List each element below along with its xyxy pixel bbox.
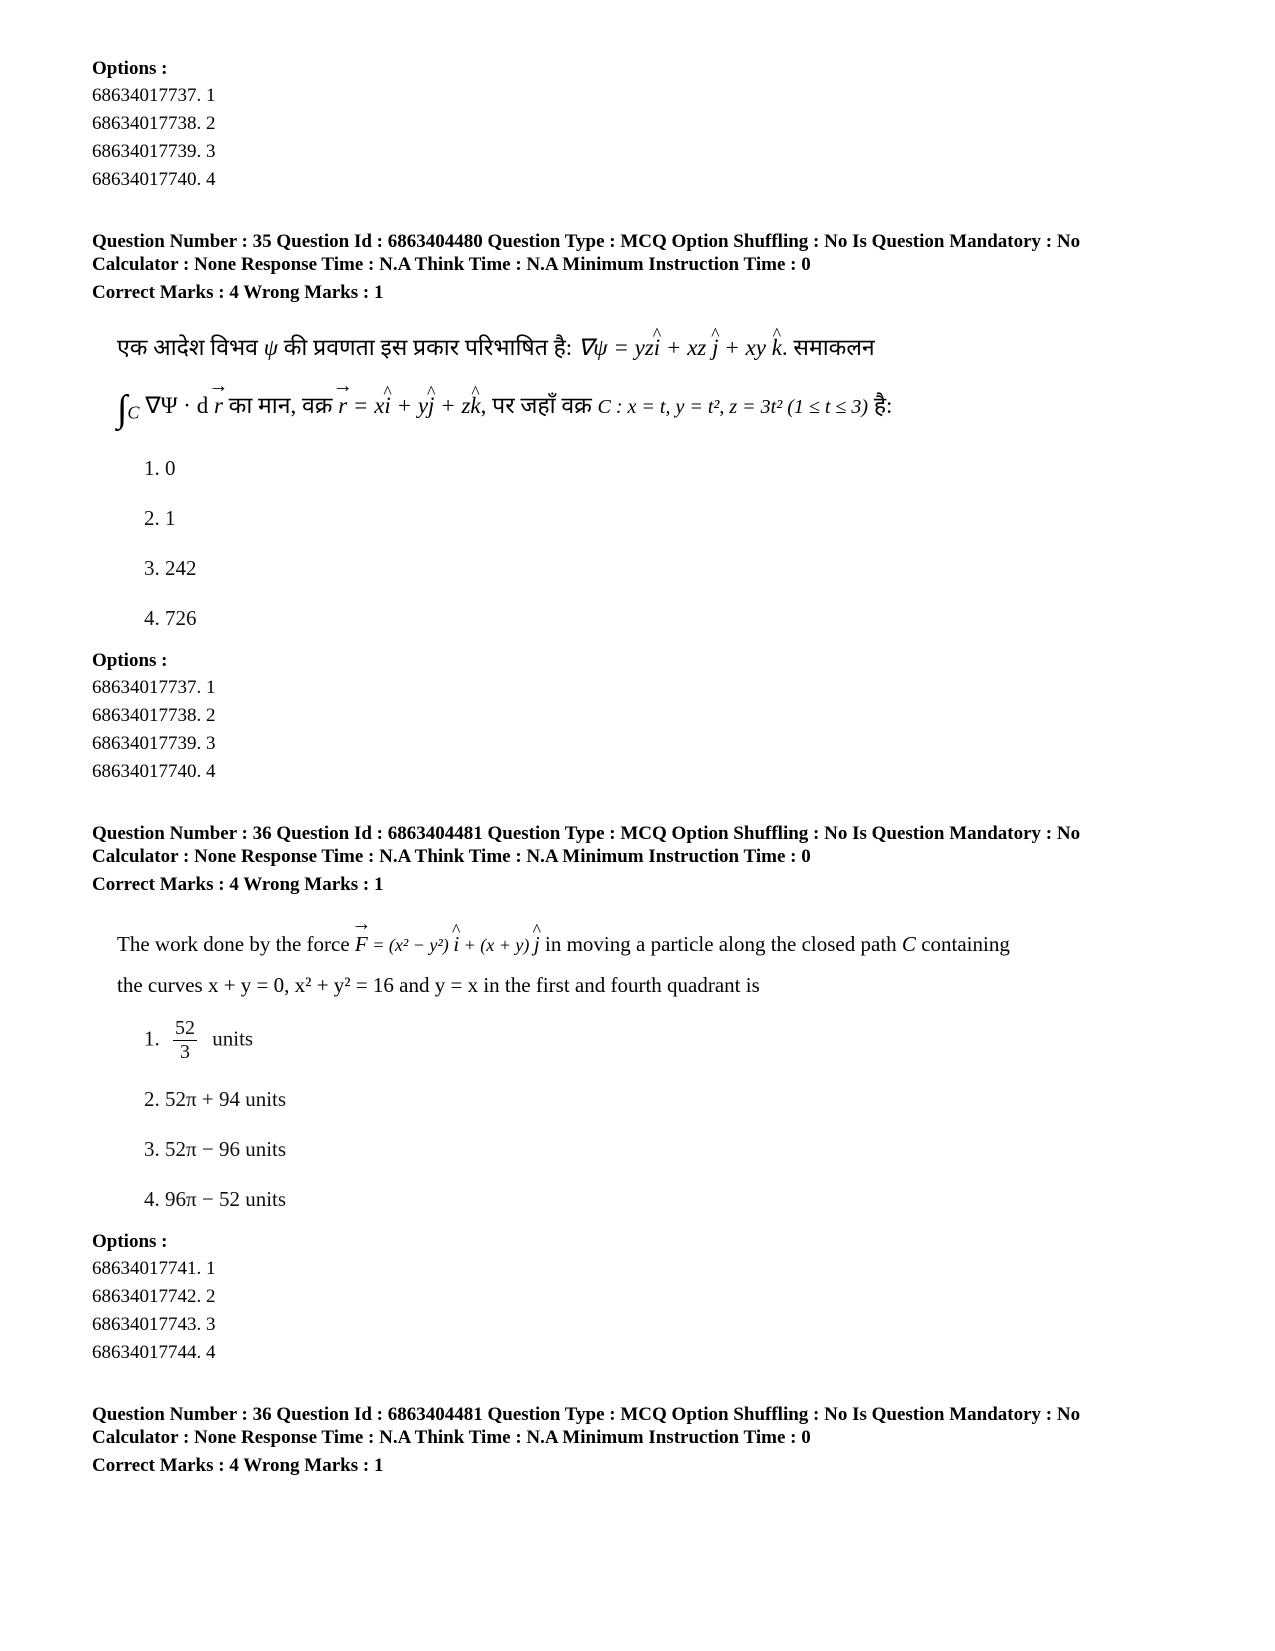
option-line: 68634017737. 1 — [92, 85, 216, 106]
option-line: 68634017739. 3 — [92, 732, 216, 754]
option-line: 68634017738. 2 — [92, 113, 216, 134]
psi-symbol: ψ — [263, 335, 278, 360]
unit-vector-j: ^ j — [712, 332, 718, 364]
options-label: Options : — [92, 1230, 168, 1252]
unit-vector-k: ^ k — [772, 332, 782, 364]
vector-r: → r — [338, 390, 347, 422]
math-term: + (x + y) — [459, 934, 534, 955]
question-text: एक आदेश विभव — [117, 335, 258, 360]
question-text: The work done by the force — [117, 931, 350, 956]
math-term: + xz — [660, 335, 713, 360]
question-body — [117, 928, 1192, 1001]
unit-vector-k: ^ k — [470, 390, 480, 422]
question-text: की प्रवणता इस प्रकार परिभाषित है: — [283, 335, 573, 360]
question-text: containing — [921, 931, 1010, 956]
options-block — [92, 1228, 1192, 1367]
path-symbol: C — [901, 931, 916, 956]
question-meta-line2: Calculator : None Response Time : N.A Think Time : N.A Minimum Instruction Time : 0 — [92, 254, 811, 275]
choice-number: 1. — [144, 1025, 160, 1050]
question-meta-line1: Question Number : 36 Question Id : 6863404481 Question Type : MCQ Option Shuffling : No Is Question Mandatory : No — [92, 822, 1081, 844]
question-meta-line1: Question Number : 36 Question Id : 6863404481 Question Type : MCQ Option Shuffling : No Is Question Mandatory : No — [92, 1403, 1081, 1425]
option-line: 68634017740. 4 — [92, 760, 216, 782]
choice-item — [144, 1017, 1192, 1064]
curve-definition: C : x = t, y = t², z = 3t² (1 ≤ t ≤ 3) — [597, 396, 869, 418]
question-marks: Correct Marks : 4 Wrong Marks : 1 — [92, 873, 384, 895]
choice-unit: units — [212, 1025, 254, 1050]
math-term: + xy — [718, 335, 772, 360]
math-term: = (x² − y²) — [367, 934, 454, 955]
unit-vector-i: ^ i — [384, 390, 390, 422]
question-35 — [92, 230, 1192, 786]
options-block-top — [92, 55, 1192, 194]
question-text: , पर जहाँ वक्र — [480, 393, 592, 418]
question-text: . समाकलन — [781, 335, 875, 360]
force-vector: → F — [355, 928, 368, 960]
integrand: ∇Ψ · d — [145, 393, 214, 418]
option-line: 68634017742. 2 — [92, 1285, 216, 1307]
fraction-denominator: 3 — [180, 1040, 190, 1063]
integral-sign: ∫ — [117, 388, 128, 430]
options-block — [92, 647, 1192, 786]
choice-item: 4. 96π − 52 units — [144, 1186, 287, 1211]
option-line: 68634017743. 3 — [92, 1313, 216, 1335]
math-term: + y — [390, 393, 429, 418]
fraction-numerator: 52 — [175, 1016, 195, 1039]
question-text-line2 — [117, 390, 1192, 429]
choice-item: 3. 52π − 96 units — [144, 1136, 287, 1161]
choice-item: 2. 1 — [144, 505, 176, 530]
option-line: 68634017744. 4 — [92, 1341, 216, 1363]
question-marks: Correct Marks : 4 Wrong Marks : 1 — [92, 1454, 384, 1476]
integral-subscript: C — [127, 402, 140, 423]
unit-vector-j: ^ j — [534, 928, 540, 960]
question-text-line1 — [117, 928, 1192, 961]
question-meta-line2: Calculator : None Response Time : N.A Think Time : N.A Minimum Instruction Time : 0 — [92, 1426, 811, 1448]
unit-vector-i: ^ i — [654, 332, 660, 364]
question-text-line1 — [117, 332, 1192, 364]
question-meta-line1: Question Number : 35 Question Id : 6863404480 Question Type : MCQ Option Shuffling : No Is Question Mandatory : No — [92, 231, 1081, 252]
question-36-repeat — [92, 1403, 1192, 1479]
unit-vector-i: ^ i — [453, 928, 459, 960]
question-marks: Correct Marks : 4 Wrong Marks : 1 — [92, 282, 384, 303]
choice-item: 2. 52π + 94 units — [144, 1086, 287, 1111]
question-text: है: — [873, 393, 893, 418]
question-36 — [92, 822, 1192, 1367]
unit-vector-j: ^ j — [428, 390, 434, 422]
fraction — [173, 1017, 197, 1064]
question-text-line2: the curves x + y = 0, x² + y² = 16 and y = x in the first and fourth quadrant is — [117, 972, 760, 997]
options-label: Options : — [92, 58, 168, 79]
choice-item: 3. 242 — [144, 555, 197, 580]
options-label: Options : — [92, 649, 168, 671]
option-line: 68634017737. 1 — [92, 676, 216, 698]
option-line: 68634017739. 3 — [92, 141, 216, 162]
option-line: 68634017738. 2 — [92, 704, 216, 726]
document-page — [92, 55, 1192, 1479]
answer-choices — [144, 1017, 1192, 1214]
answer-choices — [144, 453, 1192, 633]
vector-r: → r — [214, 390, 223, 422]
option-line: 68634017740. 4 — [92, 169, 216, 190]
question-meta-line2: Calculator : None Response Time : N.A Think Time : N.A Minimum Instruction Time : 0 — [92, 845, 811, 867]
choice-item: 1. 0 — [144, 455, 176, 480]
option-line: 68634017741. 1 — [92, 1257, 216, 1279]
question-text: in moving a particle along the closed path — [545, 931, 897, 956]
question-body — [117, 332, 1192, 429]
math-term: = x — [347, 393, 385, 418]
choice-item: 4. 726 — [144, 605, 197, 630]
gradient-expression: ∇ψ = yz — [577, 335, 654, 360]
question-text: का मान, वक्र — [228, 393, 333, 418]
math-term: + z — [434, 393, 471, 418]
